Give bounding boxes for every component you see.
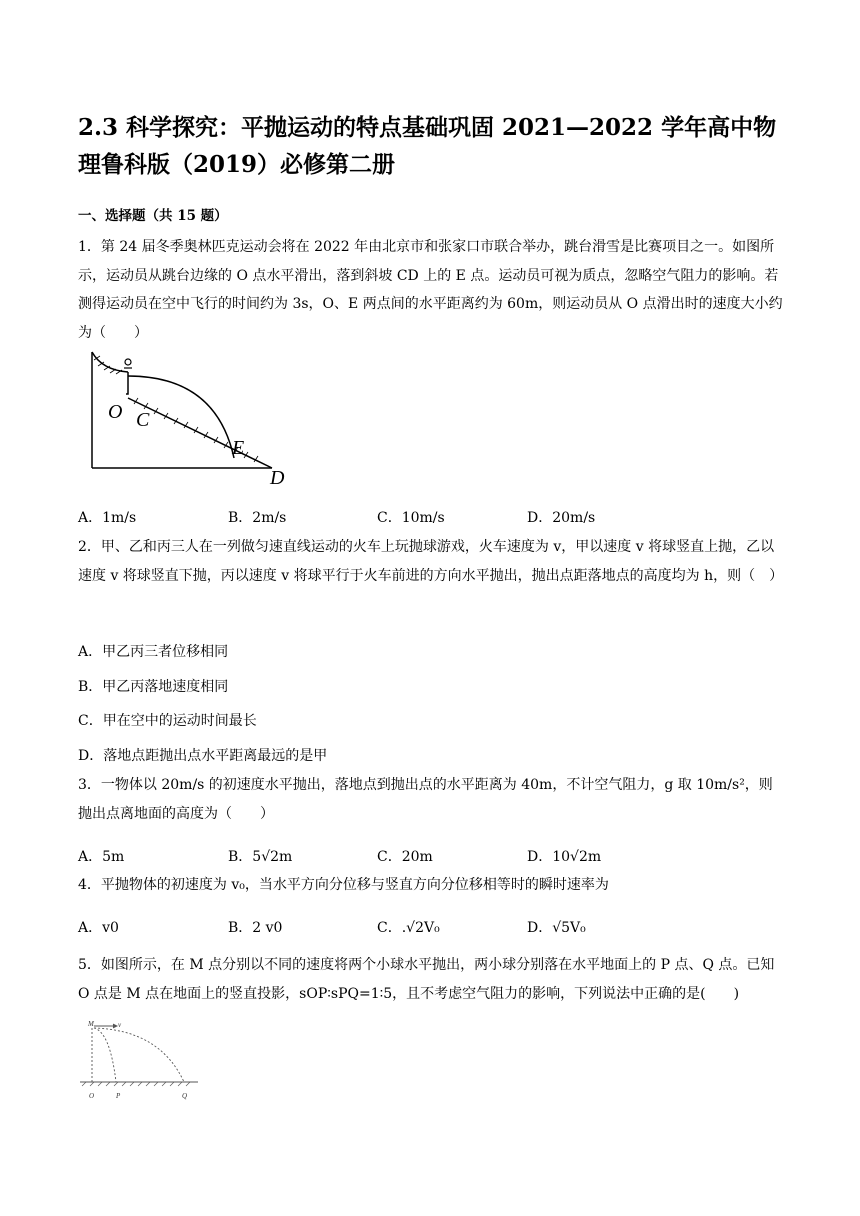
question-1-text: 1．第 24 届冬季奥林匹克运动会将在 2022 年由北京市和张家口市联合举办，跳台滑雪是比赛项目之一。如图所示，运动员从跳台边缘的 O 点水平滑出，落到斜坡 CD 上的 E 点。运动员可视为质点，忽略空气阻力的影响。若测得运动员在空中飞行的时间约为 3s，O、E 两点间的水平距离约为 60m，则运动员从 O 点滑出时的速度大小约为（ ） xyxy=(78,239,783,342)
label-C: C xyxy=(136,409,150,431)
label-P: P xyxy=(116,1092,121,1100)
label-v: v xyxy=(118,1021,122,1029)
option-b: B．2m/s xyxy=(228,510,287,526)
question-4-text: 4．平抛物体的初速度为 v₀，当水平方向分位移与竖直方向分位移相等时的瞬时速率为 xyxy=(78,877,609,893)
label-O: O xyxy=(108,401,123,423)
option-d: D．20m/s xyxy=(527,510,596,526)
document-title: 2.3 科学探究：平抛运动的特点基础巩固 2021—2022 学年高中物理鲁科版（2019）必修第二册 xyxy=(78,114,777,178)
question-3-text: 3．一物体以 20m/s 的初速度水平抛出，落地点到抛出点的水平距离为 40m，不计空气阻力，g 取 10m/s²，则抛出点离地面的高度为（ ） xyxy=(78,777,773,822)
projectile-diagram xyxy=(80,1024,198,1086)
question-2-text: 2．甲、乙和丙三人在一列做匀速直线运动的火车上玩抛球游戏，火车速度为 v，甲以速度 v 将球竖直上抛，乙以速度 v 将球竖直下抛，丙以速度 v 将球平行于火车前进的方向水平抛出，抛出点距落地点的高度均为 h，则（ ） xyxy=(78,539,784,584)
ski-jump-figure xyxy=(86,346,296,488)
q2-option-c: C．甲在空中的运动时间最长 xyxy=(78,713,257,729)
option-b: B．2 v0 xyxy=(228,920,283,936)
label-O: O xyxy=(89,1092,95,1100)
question-4-options xyxy=(78,917,786,939)
question-5-text: 5．如图所示，在 M 点分别以不同的速度将两个小球水平抛出，两小球分别落在水平地面上的 P 点、Q 点。已知 O 点是 M 点在地面上的竖直投影，sOP∶sPQ=1∶5，且不考虑空气阻力的影响，下列说法中正确的是( ) xyxy=(78,957,775,1002)
section-heading: 一、选择题（共 15 题） xyxy=(78,208,228,224)
question-3-options xyxy=(78,846,786,868)
option-a: A．5m xyxy=(78,849,125,865)
option-d: D．√5V₀ xyxy=(527,920,586,936)
option-b: B．5√2m xyxy=(228,849,293,865)
q2-option-d: D．落地点距抛出点水平距离最远的是甲 xyxy=(78,748,328,764)
option-a: A．v0 xyxy=(78,920,119,936)
question-1-options xyxy=(78,507,786,529)
label-E: E xyxy=(232,437,245,459)
label-M: M xyxy=(88,1020,94,1028)
option-a: A．1m/s xyxy=(78,510,137,526)
option-c: C．20m xyxy=(377,849,433,865)
option-c: C．10m/s xyxy=(377,510,445,526)
projectile-figure xyxy=(80,1018,200,1102)
label-D: D xyxy=(270,467,285,488)
q2-option-b: B．甲乙丙落地速度相同 xyxy=(78,679,229,695)
option-c: C．.√2V₀ xyxy=(377,920,440,936)
label-Q: Q xyxy=(182,1092,188,1100)
option-d: D．10√2m xyxy=(527,849,602,865)
q2-option-a: A．甲乙丙三者位移相同 xyxy=(78,644,229,660)
